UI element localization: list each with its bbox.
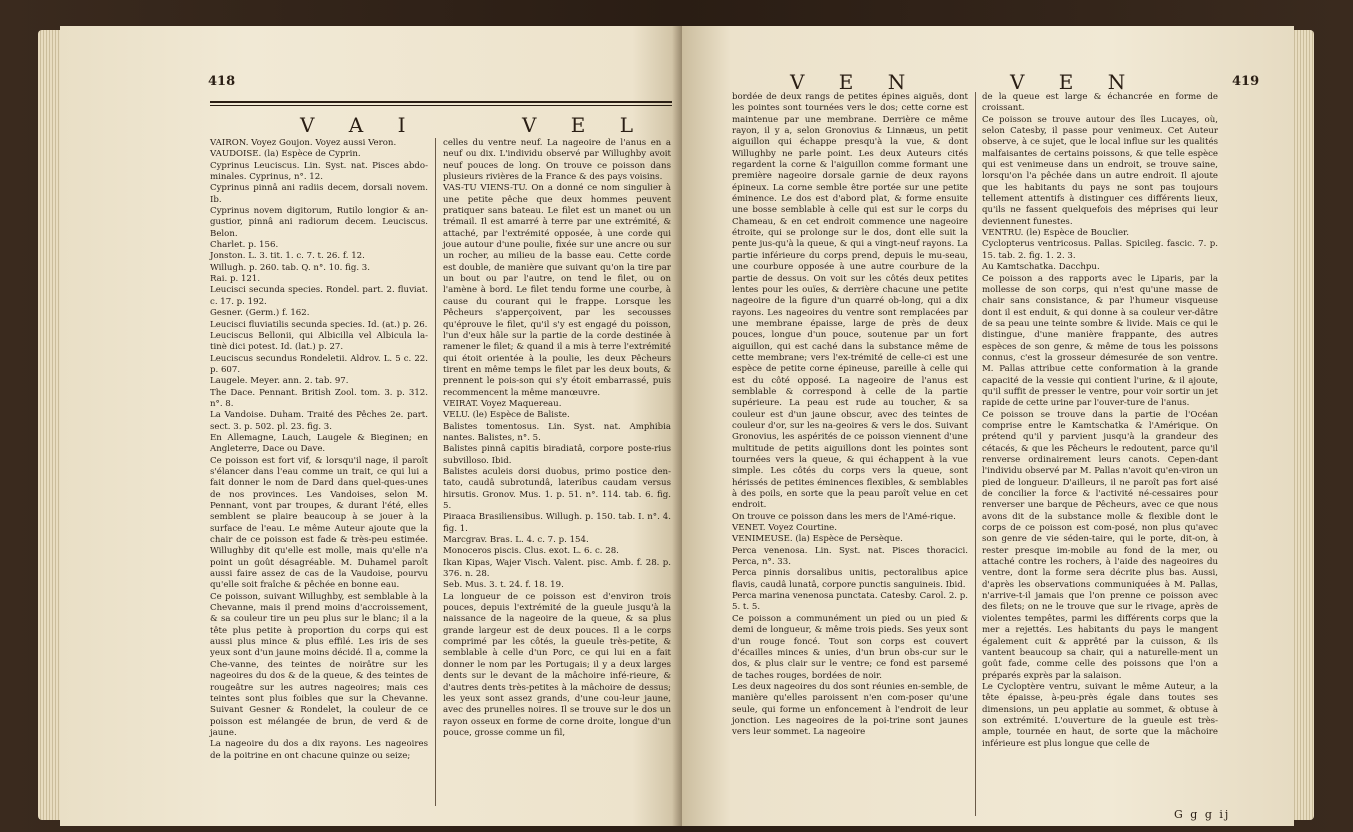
signature-mark: G g g ij: [1174, 808, 1231, 821]
paragraph: Ce poisson a communément un pied ou un pied & demi de longueur, & même trois pieds. Ses yeux sont d'un rouge foncé. Tout son corps est couvert d'écailles minces & unies, d'un brun obs-cur sur le dos, & plus clair sur le ventre; ce fond est parsemé de taches rouges, bordées de noir.: [732, 613, 968, 681]
paragraph: VENIMEUSE. (la) Espèce de Persèque.: [732, 534, 903, 545]
book-page-edges-left: [38, 30, 62, 820]
paragraph: Cyprinus novem digitorum, Rutilo longior & an-gustior, pinnâ ani radiorum decem. Leuciscus. Belon.: [210, 206, 428, 239]
paragraph: Leucisci fluviatilis secunda species. Id. (at.) p. 26.: [210, 319, 428, 330]
paragraph: Balistes tomentosus. Lin. Syst. nat. Amphibia nantes. Balistes, n°. 5.: [443, 421, 671, 443]
paragraph: VAS-TU VIENS-TU. On a donné ce nom singulier à une petite pêche que deux hommes peuvent pratiquer sans bateau. Le filet est un manet ou un trémail. Il est amarré à terre par une extrémité, & attaché, par l'extrémité opposée, à une corde qui joue autour d'une poulie, fixée sur une ancre ou sur un rocher, au milieu de la basse eau. Cette corde est double, de manière que suivant qu'on la tire par un bout ou par l'autre, on tend le filet, ou on l'amène à bord. Le filet tendu forme une courbe, à cause du courant qui le frappe. Lorsque les Pêcheurs s'apperçoivent, par les secousses qu'éprouve le filet, qu'il s'y est engagé du poisson, l'un d'eux hâle sur la partie de la corde destinée à ramener le filet; & quand il a mis à terre l'extrémité qui étoit orientée à la poulie, les deux Pêcheurs tirent en même temps le filet par les deux bouts, & prennent le pois-son qui s'y étoit embarrassé, puis recommencent la même manœuvre.: [443, 183, 671, 398]
paragraph: Perca pinnis dorsalibus unitis, pectoralibus apice flavis, caudâ lunatâ, corpore punctis sanguineis. Ibid.: [732, 568, 968, 590]
paragraph: Ce poisson se trouve autour des îles Lucayes, où, selon Catesby, il passe pour venimeux. Cet Auteur observe, à ce sujet, que le local influe sur les qualités malfaisantes de certains poissons, & que telle espèce qui est venimeuse dans un endroit, se trouve saine, lorsqu'on l'a pêchée dans un autre endroit. Il ajoute que les habitants du pays ne sont pas toujours tellement attentifs à distinguer ces différents lieux, qu'ils ne fassent quelquefois des méprises qui leur deviennent funestes.: [982, 114, 1218, 227]
text-column-2: [443, 138, 671, 808]
paragraph: La Vandoise. Duham. Traité des Pêches 2e. part. sect. 3. p. 502. pl. 23. fig. 3.: [210, 410, 428, 432]
paragraph: Les deux nageoires du dos sont réunies en-semble, de manière qu'elles paroissent n'en com-poser qu'une seule, qui forme un enfoncement à l'endroit de leur jonction. Les nageoires de la poi-trine sont jaunes vers leur sommet. La nageoire: [732, 681, 968, 738]
header-rule-thin: [210, 105, 672, 106]
paragraph: En Allemagne, Lauch, Laugele & Bieginen; en Angleterre, Dace ou Dave.: [210, 432, 428, 455]
paragraph: Leuciscus secundus Rondeletii. Aldrov. L. 5 c. 22. p. 607.: [210, 353, 428, 375]
paragraph: Monoceros piscis. Clus. exot. L. 6. c. 28.: [443, 546, 619, 557]
paragraph: Cyclopterus ventricosus. Pallas. Spicileg. fascic. 7. p. 15. tab. 2. fig. 1. 2. 3.: [982, 239, 1218, 261]
right-page: [682, 26, 1294, 826]
paragraph: Rai. p. 121.: [210, 274, 261, 285]
paragraph: Jonston. L. 3. tit. 1. c. 7. t. 26. f. 12.: [210, 251, 365, 262]
running-head: V A I: [300, 113, 420, 137]
paragraph: VEIRAT. Voyez Maquereau.: [443, 398, 562, 409]
paragraph: celles du ventre neuf. La nageoire de l'anus en a neuf ou dix. L'individu observé par Willughby avoit neuf pouces de long. On trouve ce poisson dans plusieurs rivières de la France & des pays voisins.: [443, 138, 671, 183]
paragraph: de la queue est large & échancrée en forme de croissant.: [982, 92, 1218, 114]
running-head: V E L: [522, 113, 648, 137]
paragraph: VELU. (le) Espèce de Baliste.: [443, 410, 570, 421]
paragraph: Le Cycloptère ventru, suivant le même Auteur, a la tête épaisse, à-peu-près égale dans toutes ses dimensions, un peu applatie au sommet, & obtuse à son extrémité. L'ouverture de la gueule est très-ample, tournée en haut, de sorte que la mâchoire inférieure est plus longue que celle de: [982, 681, 1218, 749]
text-column-1: [210, 138, 428, 808]
paragraph: VENTRU. (le) Espèce de Bouclier.: [982, 228, 1129, 239]
paragraph: Leucisci secunda species. Rondel. part. 2. fluviat. c. 17. p. 192.: [210, 285, 428, 307]
paragraph: Ce poisson se trouve dans la partie de l'Océan comprise entre le Kamtschatka & l'Amérique. On prétend qu'il y parvient jusqu'à la grandeur des cétacés, & que les Pêcheurs le redoutent, parce qu'il renverse ordinairement leurs canots. Cepen-dant l'individu observé par M. Pallas n'avoit qu'en-viron un pied de longueur. D'ailleurs, il ne paroît pas fort aisé de concilier la force & l'activité né-cessaires pour renverser une barque de Pêcheurs, avec ce que nous avons dit de la substance molle & flexible dont le corps de ce poisson est com-posé, non plus qu'avec son genre de vie séden-taire, qui le porte, dit-on, à rester presque im-mobile au fond de la mer, ou attaché contre les rochers, à l'aide des nageoires du ventre, dont la forme sera décrite plus bas. Aussi, d'après les observations communiquées à M. Pallas, n'arrive-t-il jamais que l'on prenne ce poisson avec des filets; on ne le trouve que sur le rivage, après de violentes tempêtes, parmi les différents corps que la mer a rejettés. Les habitants du pays le mangent également cuit & apprêté par la cuisson, & ils vantent beaucoup sa chair, qui a naturelle-ment un goût fade, comme celle des poissons que l'on a préparés exprès par la salaison.: [982, 409, 1218, 681]
paragraph: On trouve ce poisson dans les mers de l'Amé-rique.: [732, 511, 956, 522]
paragraph: Perca marina venenosa punctata. Catesby. Carol. 2. p. 5. t. 5.: [732, 591, 968, 613]
paragraph: Ce poisson est fort vif, & lorsqu'il nage, il paroît s'élancer dans l'eau comme un trait, ce qui lui a fait donner le nom de Dard dans quel-ques-unes de nos provinces. Les Vandoises, selon M. Pennant, vont par troupes, & durant l'été, elles semblent se plaire beaucoup à se jouer à la surface de l'eau. Le même Auteur ajoute que la chair de ce poisson est fade & très-peu estimée. Willughby dit qu'elle est molle, mais qu'elle n'a point un goût désagréable. M. Duhamel paroît aussi faire assez de cas de la Vaudoise, pourvu qu'elle soit fraîche & pêchée en bonne eau.: [210, 455, 428, 591]
column-divider: [435, 138, 436, 806]
paragraph: Leuciscus Bellonii, qui Albicilla vel Albicula la-tinè dici potest. Id. (lat.) p. 27.: [210, 330, 428, 353]
page-number: 419: [1232, 74, 1260, 89]
paragraph: Au Kamtschatka. Dacchpu.: [982, 262, 1100, 273]
paragraph: Laugele. Meyer. ann. 2. tab. 97.: [210, 376, 349, 387]
text-column-1: [732, 92, 968, 822]
paragraph: Seb. Mus. 3. t. 24. f. 18. 19.: [443, 580, 564, 591]
paragraph: Charlet. p. 156.: [210, 240, 279, 251]
page-number: 418: [208, 74, 236, 89]
paragraph: Willugh. p. 260. tab. Q. n°. 10. fig. 3.: [210, 262, 371, 273]
book-page-edges-right: [1292, 30, 1314, 820]
text-column-2: [982, 92, 1218, 802]
paragraph: La nageoire du dos a dix rayons. Les nageoires de la poitrine en ont chacune quinze ou seize;: [210, 739, 428, 761]
paragraph: Ce poisson, suivant Willughby, est semblable à la Chevanne, mais il prend moins d'accroissement, & sa couleur tire un peu plus sur le blanc; il a la tête plus petite à proportion du corps qui est aussi plus mince & plus effilé. Les iris de ses yeux sont d'un jaune moins décidé. Il a, comme la Che-vanne, des teintes de noirâtre sur les nageoires du dos & de la queue, & des teintes de rougeâtre sur les autres nageoires; mais ces teintes sont plus foibles que sur la Chevanne. Suivant Gesner & Rondelet, la couleur de ce poisson est mélangée de brun, de verd & de jaune.: [210, 591, 428, 738]
header-rule: [210, 101, 672, 103]
paragraph: Marcgrav. Bras. L. 4. c. 7. p. 154.: [443, 535, 589, 546]
column-divider: [975, 92, 976, 816]
running-head: V E N: [790, 70, 920, 94]
paragraph: Cyprinus Leuciscus. Lin. Syst. nat. Pisces abdo-minales. Cyprinus, n°. 12.: [210, 160, 428, 183]
paragraph: The Dace. Pennant. British Zool. tom. 3. p. 312. n°. 8.: [210, 387, 428, 409]
paragraph: Balistes aculeis dorsi duobus, primo postice den-tato, caudâ subrotundâ, lateribus caudam versus hirsutis. Gronov. Mus. 1. p. 51. n°. 114. tab. 6. fig. 5.: [443, 466, 671, 511]
paragraph: VENET. Voyez Courtine.: [732, 523, 837, 534]
paragraph: Ikan Kipas, Wajer Visch. Valent. pisc. Amb. f. 28. p. 376. n. 28.: [443, 557, 671, 580]
paragraph: Balistes pinnâ capitis biradiatâ, corpore poste-rius subvilloso. Ibid.: [443, 444, 671, 466]
paragraph: Perca venenosa. Lin. Syst. nat. Pisces thoracici. Perca, n°. 33.: [732, 545, 968, 568]
paragraph: Piraaca Brasiliensibus. Willugh. p. 150. tab. I. n°. 4. fig. 1.: [443, 512, 671, 534]
paragraph: La longueur de ce poisson est d'environ trois pouces, depuis l'extrémité de la gueule jusqu'à la naissance de la nageoire de la queue, & sa plus grande largeur est de deux pouces. Il a le corps comprimé par les côtés, la gueule très-petite, & semblable à celle d'un Porc, ce qui lui en a fait donner le nom par les Portugais; il y a deux larges dents sur le devant de la mâchoire infé-rieure, & d'autres dents très-petites à la mâchoire de dessus; les yeux sont assez grands, d'une cou-leur jaune, avec des prunelles noires. Il se trouve sur le dos un rayon osseux en forme de corne droite, longue d'un pouce, grosse comme un fil,: [443, 591, 671, 738]
paragraph: Ce poisson a des rapports avec le Liparis, par la mollesse de son corps, qui n'est qu'une masse de chair sans consistance, & par l'humeur visqueuse dont il est enduit, & qui donne à sa couleur ver-dâtre de sa peau une teinte sombre & livide. Mais ce qui le distingue, d'une manière frappante, des autres espèces de son genre, & même de tous les poissons connus, c'est la grosseur démesurée de son ventre. M. Pallas attribue cette conformation à la grande capacité de la vessie qui contient l'urine, & il ajoute, qu'il suffit de presser le ventre, pour voir sortir un jet rapide de cette urine par l'ouver-ture de l'anus.: [982, 273, 1218, 409]
left-page: [60, 26, 682, 826]
paragraph: Gesner. (Germ.) f. 162.: [210, 308, 310, 319]
running-head: V E N: [1010, 70, 1140, 94]
paragraph: bordée de deux rangs de petites épines aiguës, dont les pointes sont tournées vers le dos; cette corne est maintenue par une membrane. Derrière ce même rayon, il y a, selon Gronovius & Linnæus, un petit aiguillon qui échappe presqu'à la vue, & dont Willughby ne parle point. Les deux Auteurs cités regardent la corne & l'aiguillon comme formant une première nageoire dorsale garnie de deux rayons épineux. La corne semble être portée sur une petite éminence. Le dos est d'abord plat, & forme ensuite une bosse semblable à celle qui est sur le corps du Chameau, & en cet endroit commence une nageoire étroite, qui se prolonge sur le dos, dont elle suit la pente jus-qu'à la queue, & qui a vingt-neuf rayons. La partie inférieure du corps prend, depuis le mu-seau, une courbure opposée à une autre courbure de la partie de dessus. On voit sur les côtés deux petites lentes pour les ouïes, & derrière chacune une petite nageoire de la figure d'un quarré ob-long, qui a dix rayons. Les nageoires du ventre sont remplacées par une membrane épaisse, large de près de deux pouces, longue d'un pouce, soutenue par un fort aiguillon, qui est caché dans la substance même de cette membrane; vers l'ex-trémité de celle-ci est une espèce de petite corne épineuse, pareille à celle qui est du côté opposé. La nageoire de l'anus est semblable & correspond à celle de la partie supérieure. La peau est rude au toucher, & sa couleur est d'un jaune obscur, avec des teintes de couleur d'or, sur les na-geoires & vers le dos. Suivant Gronovius, les aspérités de ce poisson viennent d'une multitude de petits aiguillons dont les pointes sont tournées vers la queue, & qui échappent à la vue simple. Les côtés du corps vers la queue, sont hérissés de petites éminences flexibles, & semblables à des poils, en sorte que la peau paroît velue en cet endroit.: [732, 92, 968, 511]
paragraph: VAUDOISE. (la) Espèce de Cyprin.: [210, 149, 361, 160]
paragraph: VAIRON. Voyez Goujon. Voyez aussi Veron.: [210, 138, 397, 148]
paragraph: Cyprinus pinnâ ani radiis decem, dorsali novem. Ib.: [210, 183, 428, 205]
